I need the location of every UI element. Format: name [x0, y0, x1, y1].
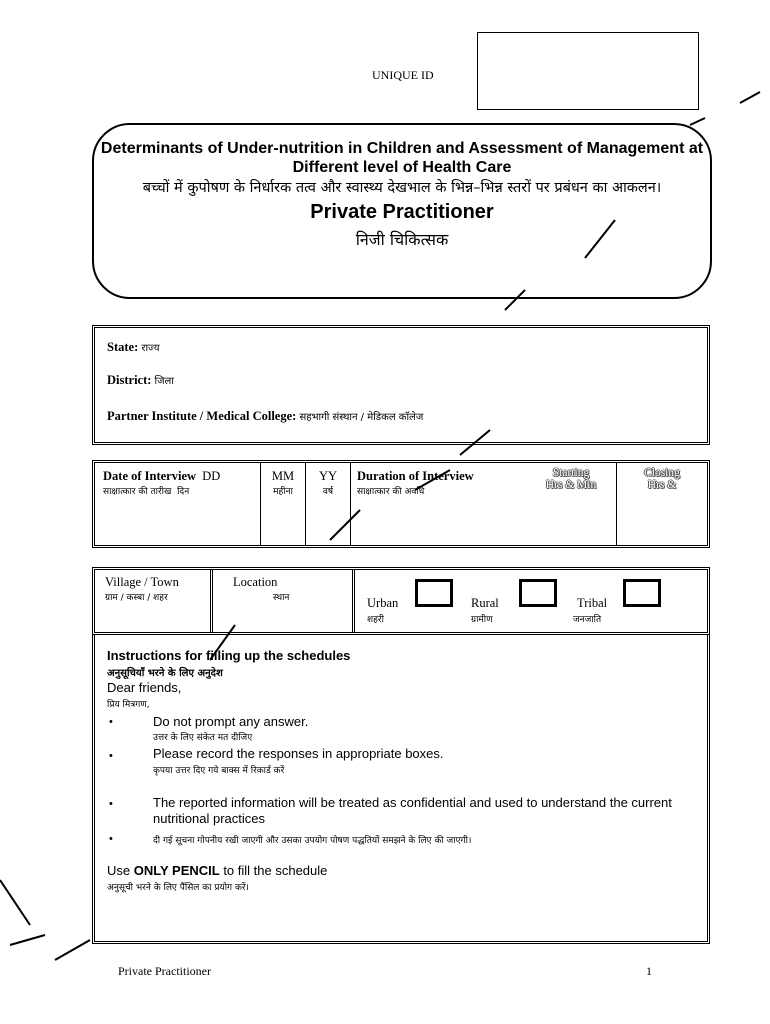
- duration-label-hindi: साक्षात्कार की अवधि: [357, 487, 425, 497]
- partner-label: Partner Institute / Medical College:: [107, 409, 297, 423]
- location-label: Location: [233, 575, 278, 589]
- instruction-2: Please record the responses in appropriate boxes.: [153, 746, 444, 761]
- village-label-hindi: ग्राम / कस्बा / शहर: [105, 593, 168, 603]
- tribal-label-hindi: जनजाति: [573, 615, 602, 625]
- footer-title: Private Practitioner: [118, 964, 211, 978]
- instructions-section: [92, 634, 710, 944]
- pencil-pre: Use: [107, 863, 134, 878]
- state-label: State:: [107, 340, 139, 354]
- greeting-hindi: प्रिय मित्रगण,: [107, 700, 150, 710]
- pencil-post: to fill the schedule: [219, 863, 328, 878]
- location-cell[interactable]: [213, 570, 355, 632]
- closing-label: Closing: [644, 467, 680, 479]
- district-label-hindi: जिला: [154, 376, 174, 387]
- closing-unit: Hrs &: [647, 479, 677, 491]
- duration-cell: [351, 463, 526, 545]
- dd-label-hindi: दिन: [177, 487, 190, 497]
- title-hindi: बच्चों में कुपोषण के निर्धारक तत्व और स्वास्थ्य देखभाल के भिन्न–भिन्न स्तरों पर प्रबंधन का आकलन।: [142, 180, 662, 196]
- date-label-hindi: साक्षात्कार की तारीख: [103, 487, 172, 497]
- starting-label: Starting: [552, 467, 590, 479]
- location-label-hindi: स्थान: [273, 593, 290, 603]
- respondent-title-hindi: निजी चिकित्सक: [355, 230, 449, 249]
- mm-label-hindi: महीना: [273, 487, 293, 497]
- bullet: •: [109, 833, 113, 845]
- date-cell: [95, 463, 261, 545]
- instructions-heading-hindi: अनुसूचियाँ भरने के लिए अनुदेश: [107, 668, 223, 679]
- pencil-instruction: [107, 863, 327, 878]
- greeting: Dear friends,: [107, 680, 182, 695]
- village-cell[interactable]: [95, 570, 213, 632]
- district-field[interactable]: [107, 373, 174, 388]
- unique-id-box[interactable]: [477, 32, 699, 110]
- pencil-bold: ONLY PENCIL: [133, 863, 220, 878]
- unique-id-label: UNIQUE ID: [372, 68, 434, 82]
- village-section: [92, 567, 710, 635]
- instruction-3-hindi: दी गई सूचना गोपनीय रखी जाएगी और उसका उपयोग पोषण पद्धतियों समझने के लिए की जाएगी।: [153, 836, 472, 846]
- yy-cell[interactable]: [306, 463, 351, 545]
- respondent-title: Private Practitioner: [310, 201, 494, 223]
- page-number: 1: [646, 964, 652, 978]
- state-label-hindi: राज्य: [141, 343, 160, 354]
- instruction-2-hindi: कृपया उत्तर दिए गये बाक्स में रिकार्ड करें: [153, 766, 285, 776]
- title-english: Determinants of Under-nutrition in Children and Assessment of Management at Different level of Health Care: [100, 140, 704, 176]
- bullet: •: [109, 750, 113, 762]
- starting-unit: Hrs & Min: [545, 479, 597, 491]
- partner-label-hindi: सहभागी संस्थान / मेडिकल कॉलेज: [299, 412, 424, 423]
- yy-label: YY: [318, 469, 338, 483]
- closing-cell[interactable]: [617, 463, 707, 545]
- tribal-checkbox[interactable]: [623, 579, 661, 607]
- instructions-heading: Instructions for filling up the schedules: [107, 648, 351, 663]
- instruction-1: Do not prompt any answer.: [153, 714, 309, 729]
- urban-label-hindi: शहरी: [367, 615, 384, 625]
- title-box: [92, 123, 712, 299]
- mm-cell[interactable]: [261, 463, 306, 545]
- rural-label: Rural: [471, 596, 499, 610]
- rural-checkbox[interactable]: [519, 579, 557, 607]
- urban-checkbox[interactable]: [415, 579, 453, 607]
- bullet: •: [109, 716, 113, 728]
- rural-label-hindi: ग्रामीण: [471, 615, 493, 625]
- urban-label: Urban: [367, 596, 399, 610]
- mm-label: MM: [271, 469, 295, 483]
- instruction-3: The reported information will be treated as confidential and used to understand the current nutritional practices: [153, 795, 672, 826]
- pencil-instruction-hindi: अनुसूची भरने के लिए पैंसिल का प्रयोग करें।: [107, 883, 249, 893]
- instruction-1-hindi: उत्तर के लिए संकेत मत दीजिए: [153, 733, 253, 743]
- state-field[interactable]: [107, 340, 160, 355]
- bullet: •: [109, 798, 113, 810]
- location-section: [92, 325, 710, 445]
- starting-cell[interactable]: [526, 463, 617, 545]
- village-label: Village / Town: [105, 575, 179, 589]
- yy-label-hindi: वर्ष: [322, 487, 334, 497]
- tribal-label: Tribal: [577, 596, 608, 610]
- duration-label: Duration of Interview: [357, 469, 474, 483]
- partner-field[interactable]: [107, 409, 423, 424]
- interview-date-section: [92, 460, 710, 548]
- district-label: District:: [107, 373, 152, 387]
- date-label: Date of Interview: [103, 469, 197, 483]
- dd-label: DD: [202, 469, 221, 483]
